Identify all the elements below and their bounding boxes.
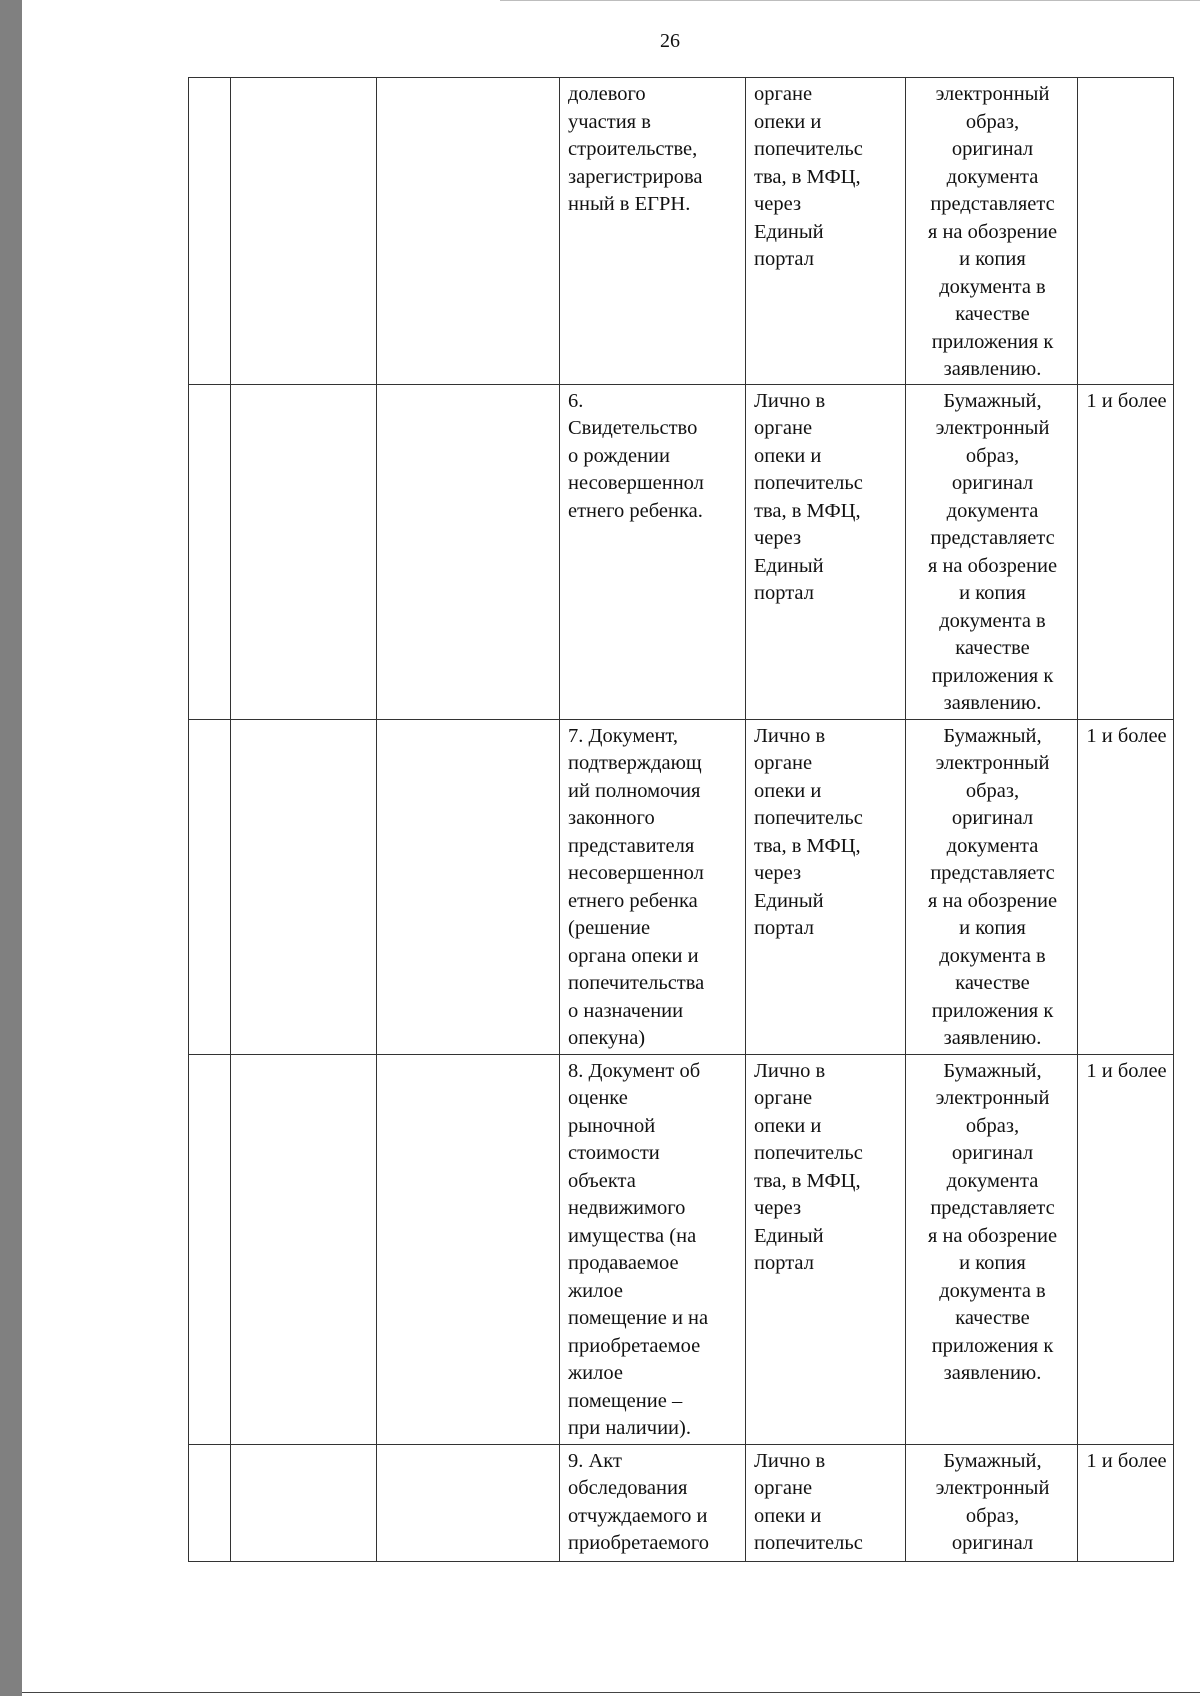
document-form-cell xyxy=(906,1444,1078,1561)
cell-text-line: тва, в МФЦ, xyxy=(754,165,861,188)
cell-text-line: электронный xyxy=(935,83,1050,105)
cell-text-line: через xyxy=(754,193,802,215)
document-description-cell xyxy=(560,1444,746,1561)
cell-text-line: документа в xyxy=(939,275,1046,298)
cell-text-line: объекта xyxy=(568,1169,636,1192)
cell-text-line: документа в xyxy=(939,944,1046,967)
cell-text-line: Бумажный, xyxy=(943,1059,1042,1082)
cell-text-line: жилое xyxy=(568,1279,623,1302)
document-form-cell xyxy=(906,78,1078,385)
cell-text-line: 6. xyxy=(568,389,584,412)
cell-text-line: документа xyxy=(946,165,1039,188)
cell-text-line: попечительс xyxy=(754,472,863,494)
empty-cell xyxy=(377,1054,560,1444)
cell-text-line: представителя xyxy=(568,834,695,857)
cell-text-line: представляетс xyxy=(930,527,1055,549)
empty-cell xyxy=(377,1444,560,1561)
cell-text-line: долевого xyxy=(568,83,646,105)
cell-text-line: портал xyxy=(754,582,814,604)
cell-text-line: оригинал xyxy=(951,1142,1034,1164)
empty-cell xyxy=(231,78,377,385)
document-description-cell xyxy=(560,384,746,719)
empty-cell xyxy=(231,719,377,1054)
cell-text-line: попечительс xyxy=(754,1142,863,1164)
cell-text-line: качестве xyxy=(955,637,1030,659)
cell-text-line: оригинал xyxy=(951,138,1034,160)
cell-text-line: опеки и xyxy=(754,444,822,467)
cell-text-line: попечительс xyxy=(754,807,863,829)
quantity-cell: 1 и более xyxy=(1078,1444,1174,1561)
document-form-cell xyxy=(906,719,1078,1054)
cell-text-line: при наличии). xyxy=(568,1417,691,1439)
cell-text-line: образ, xyxy=(965,110,1020,133)
quantity-cell xyxy=(1078,78,1174,385)
cell-text-line: помещение и на xyxy=(568,1307,709,1329)
cell-text-line: 7. Документ, xyxy=(568,724,678,747)
empty-cell xyxy=(231,1444,377,1561)
cell-text-line: я на обозрение xyxy=(927,1224,1058,1247)
empty-cell xyxy=(231,384,377,719)
cell-text-line: зарегистрирова xyxy=(568,165,703,188)
cell-text-line: несовершеннол xyxy=(568,862,704,884)
document-description-cell xyxy=(560,719,746,1054)
cell-text-line: портал xyxy=(754,917,814,939)
page-edge-top xyxy=(500,0,1200,2)
cell-text-line: органе xyxy=(754,752,813,774)
cell-text-line: Лично в xyxy=(754,389,826,412)
cell-text-line: заявлению. xyxy=(943,1027,1042,1049)
cell-text-line: образ, xyxy=(965,779,1020,802)
cell-text-line: через xyxy=(754,862,802,884)
cell-text-line: Единый xyxy=(754,889,824,912)
submission-method-cell xyxy=(746,1054,906,1444)
cell-text-line: документа xyxy=(946,499,1039,522)
cell-text-line: документа xyxy=(946,1169,1039,1192)
cell-text-line: заявлению. xyxy=(943,692,1042,714)
table-row xyxy=(189,719,1174,1054)
cell-text-line: я на обозрение xyxy=(927,220,1058,243)
cell-text-line: опеки и xyxy=(754,779,822,802)
cell-text-line: обследования xyxy=(568,1477,688,1499)
cell-text-line: электронный xyxy=(935,1477,1050,1499)
cell-text-line: документа в xyxy=(939,609,1046,632)
cell-text-line: отчуждаемого и xyxy=(568,1504,708,1527)
cell-text-line: приложения к xyxy=(931,664,1054,687)
document-form-cell xyxy=(906,1054,1078,1444)
empty-cell xyxy=(231,1054,377,1444)
cell-text-line: электронный xyxy=(935,417,1050,439)
scan-margin-bar xyxy=(0,0,22,1696)
cell-text-line: стоимости xyxy=(568,1142,660,1164)
table-row xyxy=(189,78,1174,385)
cell-text-line: приложения к xyxy=(931,999,1054,1022)
empty-cell xyxy=(377,384,560,719)
cell-text-line: оригинал xyxy=(951,807,1034,829)
submission-method-cell xyxy=(746,719,906,1054)
cell-text-line: и копия xyxy=(959,1252,1026,1274)
cell-text-line: етнего ребенка. xyxy=(568,499,703,522)
cell-text-line: образ, xyxy=(965,444,1020,467)
cell-text-line: 9. Акт xyxy=(568,1449,622,1472)
cell-text-line: приобретаемое xyxy=(568,1334,701,1357)
cell-text-line: через xyxy=(754,527,802,549)
cell-text-line: нный в ЕГРН. xyxy=(568,193,691,215)
cell-text-line: заявлению. xyxy=(943,358,1042,380)
cell-text-line: рыночной xyxy=(568,1114,656,1137)
cell-text-line: опеки и xyxy=(754,1114,822,1137)
cell-text-line: представляетс xyxy=(930,193,1055,215)
cell-text-line: Бумажный, xyxy=(943,389,1042,412)
cell-text-line: качестве xyxy=(955,303,1030,325)
cell-text-line: образ, xyxy=(965,1504,1020,1527)
cell-text-line: я на обозрение xyxy=(927,554,1058,577)
cell-text-line: и копия xyxy=(959,917,1026,939)
cell-text-line: Бумажный, xyxy=(943,1449,1042,1472)
quantity-cell: 1 и более xyxy=(1078,1054,1174,1444)
cell-text-line: (решение xyxy=(568,917,651,939)
page-number: 26 xyxy=(660,30,680,52)
submission-method-cell xyxy=(746,78,906,385)
cell-text-line: электронный xyxy=(935,1087,1050,1109)
cell-text-line: оригинал xyxy=(951,1532,1034,1554)
cell-text-line: опекуна) xyxy=(568,1027,646,1049)
cell-text-line: подтверждающ xyxy=(568,752,702,774)
cell-text-line: и копия xyxy=(959,582,1026,604)
empty-cell xyxy=(189,384,231,719)
empty-cell xyxy=(189,719,231,1054)
table-row xyxy=(189,1054,1174,1444)
cell-text-line: и копия xyxy=(959,248,1026,270)
quantity-cell: 1 и более xyxy=(1078,384,1174,719)
empty-cell xyxy=(377,78,560,385)
cell-text-line: документа в xyxy=(939,1279,1046,1302)
cell-text-line: попечительс xyxy=(754,138,863,160)
documents-table-body xyxy=(189,78,1174,1562)
cell-text-line: строительстве, xyxy=(568,138,698,160)
cell-text-line: качестве xyxy=(955,1307,1030,1329)
cell-text-line: органе xyxy=(754,83,813,105)
document-description-cell xyxy=(560,78,746,385)
cell-text-line: законного xyxy=(568,807,655,829)
cell-text-line: 8. Документ об xyxy=(568,1059,701,1082)
documents-table xyxy=(188,77,1174,1562)
cell-text-line: портал xyxy=(754,248,814,270)
cell-text-line: документа xyxy=(946,834,1039,857)
cell-text-line: ий полномочия xyxy=(568,779,701,802)
cell-text-line: Единый xyxy=(754,220,824,243)
page-edge-bottom xyxy=(22,1692,1200,1694)
cell-text-line: оценке xyxy=(568,1087,628,1109)
cell-text-line: органе xyxy=(754,417,813,439)
cell-text-line: Бумажный, xyxy=(943,724,1042,747)
cell-text-line: органе xyxy=(754,1477,813,1499)
cell-text-line: представляетс xyxy=(930,1197,1055,1219)
cell-text-line: приобретаемого xyxy=(568,1532,709,1554)
cell-text-line: приложения к xyxy=(931,330,1054,353)
cell-text-line: попечительства xyxy=(568,972,705,994)
cell-text-line: портал xyxy=(754,1252,814,1274)
cell-text-line: через xyxy=(754,1197,802,1219)
cell-text-line: о рождении xyxy=(568,444,670,467)
cell-text-line: опеки и xyxy=(754,1504,822,1527)
submission-method-cell xyxy=(746,384,906,719)
cell-text-line: я на обозрение xyxy=(927,889,1058,912)
cell-text-line: Единый xyxy=(754,554,824,577)
cell-text-line: Единый xyxy=(754,1224,824,1247)
cell-text-line: заявлению. xyxy=(943,1362,1042,1384)
empty-cell xyxy=(189,1054,231,1444)
cell-text-line: представляетс xyxy=(930,862,1055,884)
cell-text-line: Лично в xyxy=(754,1059,826,1082)
cell-text-line: образ, xyxy=(965,1114,1020,1137)
cell-text-line: продаваемое xyxy=(568,1252,679,1274)
cell-text-line: недвижимого xyxy=(568,1197,686,1219)
cell-text-line: качестве xyxy=(955,972,1030,994)
cell-text-line: тва, в МФЦ, xyxy=(754,499,861,522)
empty-cell xyxy=(377,719,560,1054)
cell-text-line: попечительс xyxy=(754,1532,863,1554)
cell-text-line: участия в xyxy=(568,110,651,133)
cell-text-line: электронный xyxy=(935,752,1050,774)
cell-text-line: о назначении xyxy=(568,999,684,1022)
cell-text-line: имущества (на xyxy=(568,1224,697,1247)
cell-text-line: Лично в xyxy=(754,1449,826,1472)
cell-text-line: органа опеки и xyxy=(568,944,699,967)
cell-text-line: тва, в МФЦ, xyxy=(754,834,861,857)
table-row xyxy=(189,384,1174,719)
cell-text-line: тва, в МФЦ, xyxy=(754,1169,861,1192)
cell-text-line: помещение – xyxy=(568,1389,683,1412)
empty-cell xyxy=(189,1444,231,1561)
cell-text-line: етнего ребенка xyxy=(568,889,698,912)
table-row xyxy=(189,1444,1174,1561)
cell-text-line: Лично в xyxy=(754,724,826,747)
document-description-cell xyxy=(560,1054,746,1444)
cell-text-line: несовершеннол xyxy=(568,472,704,494)
cell-text-line: органе xyxy=(754,1087,813,1109)
cell-text-line: приложения к xyxy=(931,1334,1054,1357)
document-form-cell xyxy=(906,384,1078,719)
empty-cell xyxy=(189,78,231,385)
cell-text-line: опеки и xyxy=(754,110,822,133)
submission-method-cell xyxy=(746,1444,906,1561)
quantity-cell: 1 и более xyxy=(1078,719,1174,1054)
cell-text-line: оригинал xyxy=(951,472,1034,494)
cell-text-line: Свидетельство xyxy=(568,417,698,439)
cell-text-line: жилое xyxy=(568,1362,623,1384)
